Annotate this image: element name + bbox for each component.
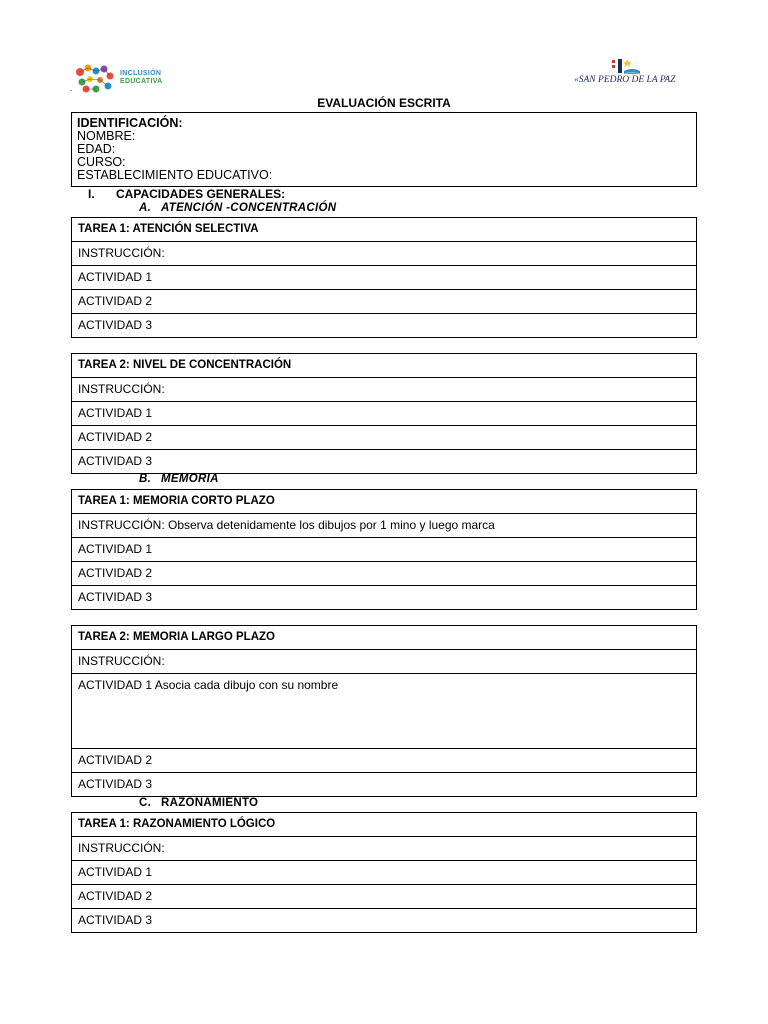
san-pedro-de-la-paz-logo xyxy=(574,58,676,94)
table-row: ACTIVIDAD 3 xyxy=(72,908,696,932)
subsection-title: MEMORIA xyxy=(161,473,219,485)
table-row: INSTRUCCIÓN: xyxy=(72,377,696,401)
inclusion-logo-icon xyxy=(74,64,116,94)
table-row: INSTRUCCIÓN: xyxy=(72,241,696,265)
field-curso: CURSO: xyxy=(77,155,126,169)
table-row: ACTIVIDAD 3 xyxy=(72,313,696,337)
task-table-atencion-selectiva xyxy=(71,217,697,338)
field-establecimiento: ESTABLECIMIENTO EDUCATIVO: xyxy=(77,168,273,182)
table-row: ACTIVIDAD 1 xyxy=(72,265,696,289)
table-header: TAREA 1: ATENCIÓN SELECTIVA xyxy=(78,223,259,235)
subsection-letter: B. xyxy=(139,473,152,485)
subsection-memoria xyxy=(139,473,219,485)
table-header: TAREA 2: MEMORIA LARGO PLAZO xyxy=(78,631,275,643)
page-header xyxy=(0,0,768,100)
table-row: ACTIVIDAD 2 xyxy=(72,289,696,313)
table-row: INSTRUCCIÓN: Observa detenidamente los dibujos por 1 mino y luego marca xyxy=(72,513,696,537)
section-title: CAPACIDADES GENERALES: xyxy=(116,187,286,201)
subsection-title: ATENCIÓN -CONCENTRACIÓN xyxy=(161,202,337,214)
subsection-razonamiento xyxy=(139,797,258,809)
municipality-name: «SAN PEDRO DE LA PAZ xyxy=(574,75,676,85)
subsection-letter: A. xyxy=(139,202,152,214)
task-table-memoria-corto-plazo xyxy=(71,489,697,610)
table-row: ACTIVIDAD 2 xyxy=(72,561,696,585)
table-header: TAREA 1: RAZONAMIENTO LÓGICO xyxy=(78,818,276,830)
table-row: ACTIVIDAD 3 xyxy=(72,772,696,796)
section-number: I. xyxy=(88,187,95,201)
table-row: ACTIVIDAD 1 Asocia cada dibujo con su nombre xyxy=(72,673,696,748)
task-table-nivel-concentracion xyxy=(71,353,697,474)
table-row: ACTIVIDAD 1 xyxy=(72,401,696,425)
identification-heading: IDENTIFICACIÓN: xyxy=(77,116,183,130)
table-row: INSTRUCCIÓN: xyxy=(72,649,696,673)
table-header: TAREA 2: NIVEL DE CONCENTRACIÓN xyxy=(78,359,292,371)
task-table-razonamiento-logico xyxy=(71,812,697,933)
field-edad: EDAD: xyxy=(77,142,116,156)
table-row: ACTIVIDAD 2 xyxy=(72,748,696,772)
section-capacidades-generales xyxy=(88,187,285,201)
table-row: ACTIVIDAD 2 xyxy=(72,884,696,908)
inclusion-educativa-logo xyxy=(74,64,174,94)
table-row: ACTIVIDAD 3 xyxy=(72,449,696,473)
subsection-title: RAZONAMIENTO xyxy=(161,797,259,809)
identification-box xyxy=(71,112,697,187)
field-nombre: NOMBRE: xyxy=(77,129,136,143)
subsection-letter: C. xyxy=(139,797,152,809)
logo-text-line-1: INCLUSIÓN xyxy=(120,70,162,77)
table-row: ACTIVIDAD 1 xyxy=(72,860,696,884)
inclusion-logo-text xyxy=(120,70,163,86)
dot-mark: . xyxy=(70,84,73,93)
table-row: ACTIVIDAD 1 xyxy=(72,537,696,561)
task-table-memoria-largo-plazo xyxy=(71,625,697,797)
table-row: INSTRUCCIÓN: xyxy=(72,836,696,860)
table-row: ACTIVIDAD 3 xyxy=(72,585,696,609)
table-header: TAREA 1: MEMORIA CORTO PLAZO xyxy=(78,495,275,507)
subsection-atencion xyxy=(139,202,336,214)
document-title: EVALUACIÓN ESCRITA xyxy=(317,96,451,110)
table-row: ACTIVIDAD 2 xyxy=(72,425,696,449)
logo-text-line-2: EDUCATIVA xyxy=(120,78,163,85)
